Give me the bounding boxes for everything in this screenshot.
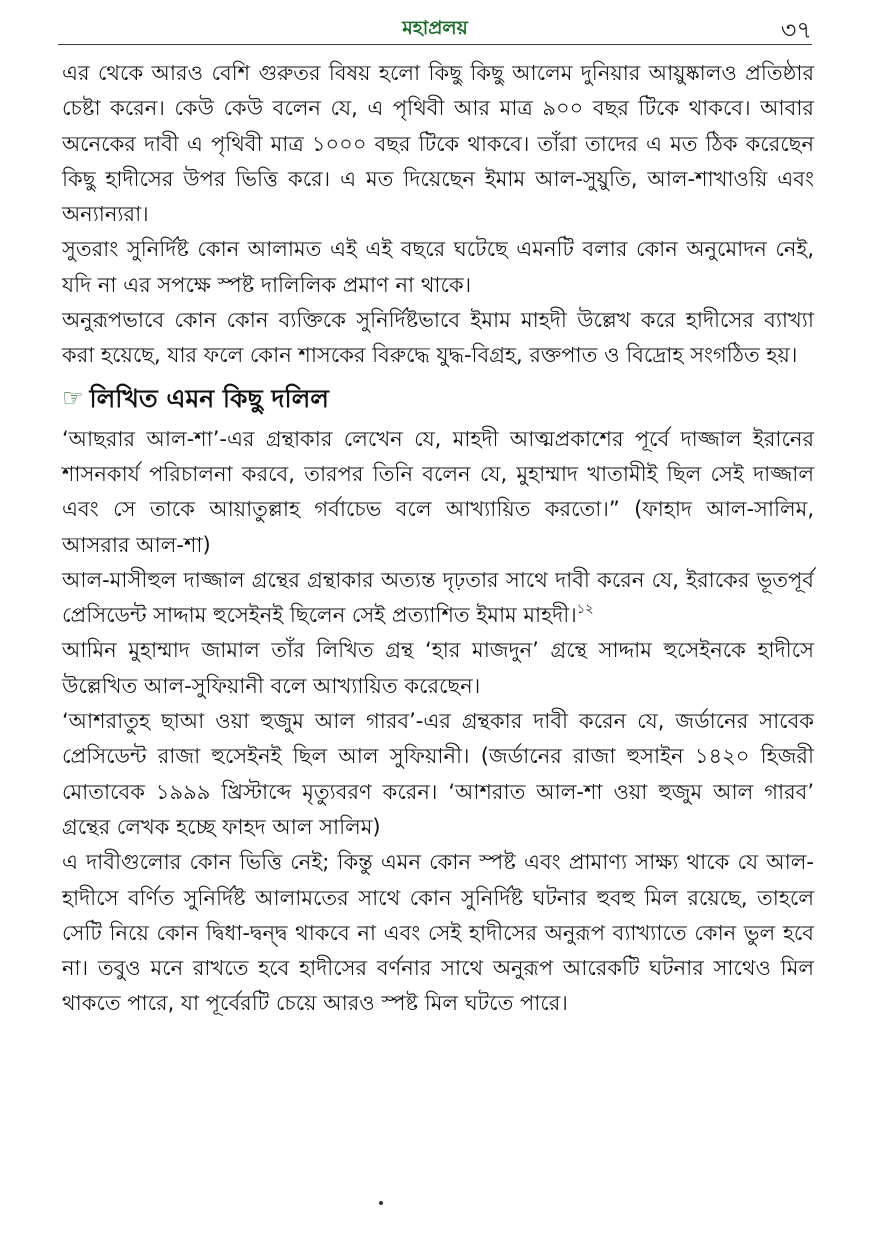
paragraph-text: আল-মাসীহুল দাজ্জাল গ্রন্থের গ্রন্থাকার অত্যন্ত দৃঢ়তার সাথে দাবী করেন যে, ইরাকের ভূতপূর্ব প্রেসিডেন্ট সাদ্দাম হুসেইনই ছিলেন সেই প্রত্যাশিত ইমাম মাহদী।: [62, 567, 814, 628]
running-header: [0, 12, 870, 42]
print-speck: [379, 1201, 383, 1205]
paragraph: অনুরূপভাবে কোন কোন ব্যক্তিকে সুনির্দিষ্টভাবে ইমাম মাহদী উল্লেখ করে হাদীসের ব্যাখ্যা করা হয়েছে, যার ফলে কোন শাসকের বিরুদ্ধে যুদ্ধ-বিগ্রহ, রক্তপাত ও বিদ্রোহ সংগঠিত হয়।: [62, 308, 814, 368]
paragraph: এর থেকে আরও বেশি গুরুতর বিষয় হলো কিছু কিছু আলেম দুনিয়ার আয়ুষ্কালও প্রতিষ্ঠার চেষ্টা করেন। কেউ কেউ বলেন যে, এ পৃথিবী আর মাত্র ৯০০ বছর টিকে থাকবে। আবার অনেকের দাবী এ পৃথিবী মাত্র ১০০০ বছর টিকে থাকবে। তাঁরা তাদের এ মত ঠিক করেছেন কিছু হাদীসের উপর ভিত্তি করে। এ মত দিয়েছেন ইমাম আল-সুয়ুতি, আল-শাখাওয়ি এবং অন্যান্যরা।: [62, 61, 814, 227]
paragraph: সুতরাং সুনির্দিষ্ট কোন আলামত এই এই বছরে ঘটেছে এমনটি বলার কোন অনুমোদন নেই, যদি না এর সপক্ষে স্পষ্ট দালিলিক প্রমাণ না থাকে।: [62, 237, 814, 297]
header-rule: [58, 44, 812, 45]
section-heading: [62, 374, 814, 422]
paragraph: এ দাবীগুলোর কোন ভিত্তি নেই; কিন্তু এমন কোন স্পষ্ট এবং প্রামাণ্য সাক্ষ্য থাকে যে আল-হাদীসে বর্ণিত সুনির্দিষ্ট আলামতের সাথে কোন সুনির্দিষ্ট ঘটনার হুবহু মিল রয়েছে, তাহলে সেটি নিয়ে কোন দ্বিধা-দ্বন্দ্ব থাকবে না এবং সেই হাদীসের অনুরূপ ব্যাখ্যাতে কোন ভুল হবে না। তবুও মনে রাখতে হবে হাদীসের বর্ণনার সাথে অনুরূপ আরেকটি ঘটনার সাথেও মিল থাকতে পারে, যা পূর্বেরটি চেয়ে আরও স্পষ্ট মিল ঘটতে পারে।: [62, 850, 814, 1016]
footnote-reference[interactable]: ১২: [576, 602, 594, 618]
running-title: মহাপ্রলয়: [402, 17, 468, 39]
paragraph: [62, 563, 814, 634]
paragraph: ‘আছরার আল-শা’-এর গ্রন্থাকার লেখেন যে, মাহদী আত্মপ্রকাশের পূর্বে দাজ্জাল ইরানের শাসনকার্য পরিচালনা করবে, তারপর তিনি বলেন যে, মুহাম্মাদ খাতামীই ছিল সেই দাজ্জাল এবং সে তাকে আয়াতুল্লাহ গর্বাচেভ বলে আখ্যায়িত করতো।” (ফাহাদ আল-সালিম, আসরার আল-শা): [62, 426, 814, 557]
main-text: [62, 56, 814, 1022]
paragraph: আমিন মুহাম্মাদ জামাল তাঁর লিখিত গ্রন্থ ‘হার মাজদুন’ গ্রন্থে সাদ্দাম হুসেইনকে হাদীসে উল্লেখিত আল-সুফিয়ানী বলে আখ্যায়িত করেছেন।: [62, 638, 814, 698]
pointing-hand-icon: ☞: [62, 383, 84, 412]
section-heading-text: লিখিত এমন কিছু দলিল: [89, 383, 329, 413]
paragraph: ‘আশরাতুহ ছাআ ওয়া হুজুম আল গারব’-এর গ্রন্থকার দাবী করেন যে, জর্ডানের সাবেক প্রেসিডেন্ট রাজা হুসেইনই ছিল আল সুফিয়ানী। (জর্ডানের রাজা হুসাইন ১৪২০ হিজরী মোতাবেক ১৯৯৯ খ্রিস্টাব্দে মৃত্যুবরণ করেন। ‘আশরাত আল-শা ওয়া হুজুম আল গারব’ গ্রন্থের লেখক হচ্ছে ফাহদ আল সালিম): [62, 709, 814, 839]
page-number: ৩৭: [780, 16, 812, 44]
